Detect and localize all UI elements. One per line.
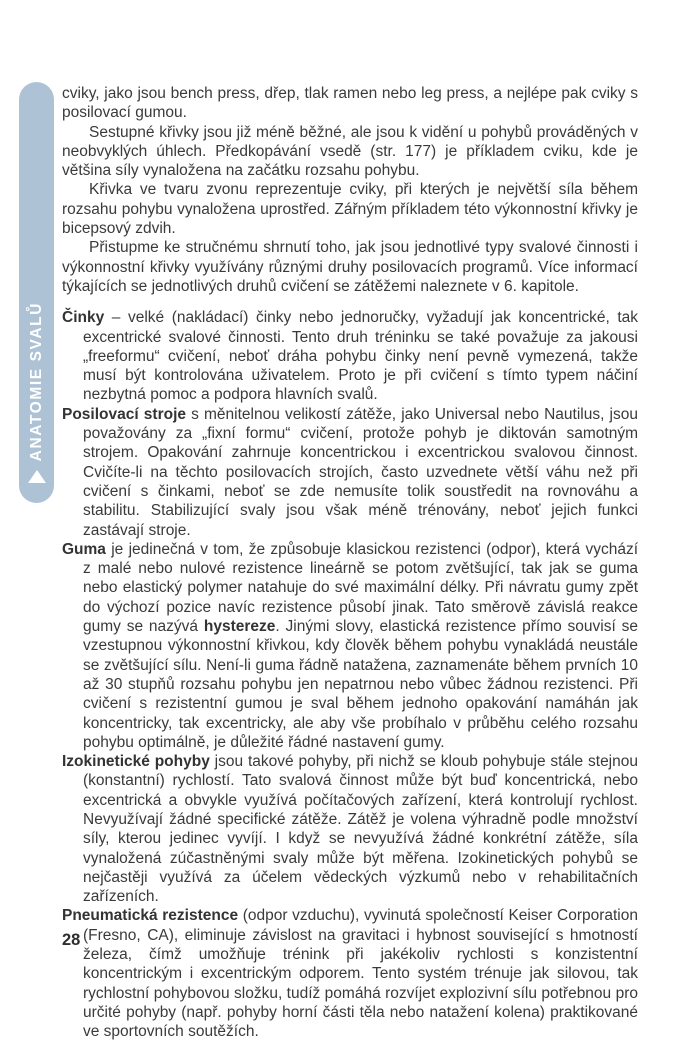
glossary-text: s měnitelnou velikostí zátěže, jako Universal nebo Nautilus, jsou považovány za „fixní formu“ cvičení, protože pohyb je diktován samotným strojem. Opakování zahrnuje koncentrickou i excentrickou svalovou činnost. Cvičíte-li na těchto posilovacích strojích, často uzvednete větší váhu než při cvičení s činkami, neboť se zde nemusíte tolik soustředit na rovnováhu a stabilitu. Stabilizující svaly jsou však méně trénovány, neboť jejich funkci zastávají stroje. [83,405,638,539]
paragraph: Křivka ve tvaru zvonu reprezentuje cviky, při kterých je největší síla během rozsahu pohybu vynaložena uprostřed. Zářným příkladem této výkonnostní křivky je bicepsový zdvih. [62,181,638,238]
paragraph: Přistupme ke stručnému shrnutí toho, jak jsou jednotlivé typy svalové činnosti i výkonnostní křivky využívány různými druhy posilovacích programů. Více informací týkajících se jednotlivých druhů cvičení se zátěžemi naleznete v 6. kapitole. [62,239,638,295]
text-column [62,84,638,1042]
glossary-entry [62,540,638,752]
paragraph: cviky, jako jsou bench press, dřep, tlak ramen nebo leg press, a nejlépe pak cviky s posilovací gumou. [62,85,638,122]
glossary-entry [62,405,638,540]
glossary-term: Guma [62,540,106,558]
glossary-term: Izokinetické pohyby [62,753,210,771]
glossary-list [62,308,638,1041]
triangle-icon [28,470,46,483]
glossary-text: . Jinými slovy, elastická rezistence přímo souvisí se vzestupnou výkonnostní křivkou, kdy člověk během pohybu vynakládá neustále se zvětšující sílu. Není-li guma řádně natažena, zaznamenáte během prvních 10 až 30 stupňů rozsahu pohybu jen nepatrnou nebo vůbec žádnou rezistenci. Při cvičení s rezistentní gumou je sval během jednoho opakování namáhán jak koncentricky, tak excentricky, ale aby vše probíhalo v průběhu celého rozsahu pohybu optimálně, je důležité řádné nastavení gumy. [83,618,638,751]
glossary-term: Činky [62,309,105,327]
chapter-tab-label: ANATOMIE SVALŮ [28,301,45,461]
glossary-bold-text: hystereze [203,618,276,636]
glossary-text: (odpor vzduchu), vyvinutá společností Keiser Corporation (Fresno, CA), eliminuje závislost na gravitaci i hybnost související s hmotností železa, čímž umožňuje trénink při jakékoliv rychlosti s konzistentní koncentrickým i excentrickým odporem. Tento systém trénuje jak silovou, tak rychlostní pohybovou složku, tudíž pomáhá rozvíjet explozivní sílu potřebnou pro určité pohyby (např. pohyby horní části těla nebo natažení kolena) praktikované ve sportovních soutěžích. [83,907,638,1041]
glossary-text: jsou takové pohyby, při nichž se kloub pohybuje stále stejnou (konstantní) rychlostí. Tato svalová činnost může být buď koncentrická, nebo excentrická a obvykle využívá počítačových zařízení, která kontrolují rychlost. Nevyužívají žádné specifické zátěže. Zátěž je volena výhradně podle množství síly, kterou jedinec vyvíjí. I když se nevyužívá žádné konkrétní zátěže, síla vynaložená zúčastněnými svaly může být měřena. Izokinetických pohybů se nejčastěji využívá za účelem vědeckých výzkumů nebo v rehabilitačních zařízeních. [83,753,638,906]
glossary-term: Pneumatická rezistence [62,907,239,925]
glossary-text: je jedinečná v tom, že způsobuje klasickou rezistenci (odpor), která vychází z malé nebo nulové rezistence lineárně se potom zvětšující, tak jak se guma nebo elastický polymer natahuje do své maximální délky. Při návratu gumy zpět do výchozí pozice navíc rezistence působí jinak. Tato směrově závislá reakce gumy se nazývá [83,540,638,636]
chapter-tab [19,82,54,503]
paragraph: Sestupné křivky jsou již méně běžné, ale jsou k vidění u pohybů prováděných v neobvyklých úhlech. Předkopávání vsedě (str. 177) je příkladem cviku, kde je většina síly vynaložena na začátku rozsahu pohybu. [62,123,638,180]
glossary-entry [62,906,638,1041]
glossary-entry [62,308,638,404]
glossary-entry [62,752,638,906]
page-number: 28 [62,931,81,949]
glossary-term: Posilovací stroje [62,405,187,423]
intro-paragraphs [62,84,638,296]
glossary-text: – velké (nakládací) činky nebo jednoručky, vyžadují jak koncentrické, tak excentrické svalové činnosti. Tento druh tréninku se také považuje za jakousi „freeformu“ cvičení, neboť dráha pohybu činky není pevně vymezená, takže musí být kontrolována uživatelem. Proto je při cvičení s tímto typem náčiní nezbytná pomoc a podpora hlavních svalů. [83,309,638,404]
